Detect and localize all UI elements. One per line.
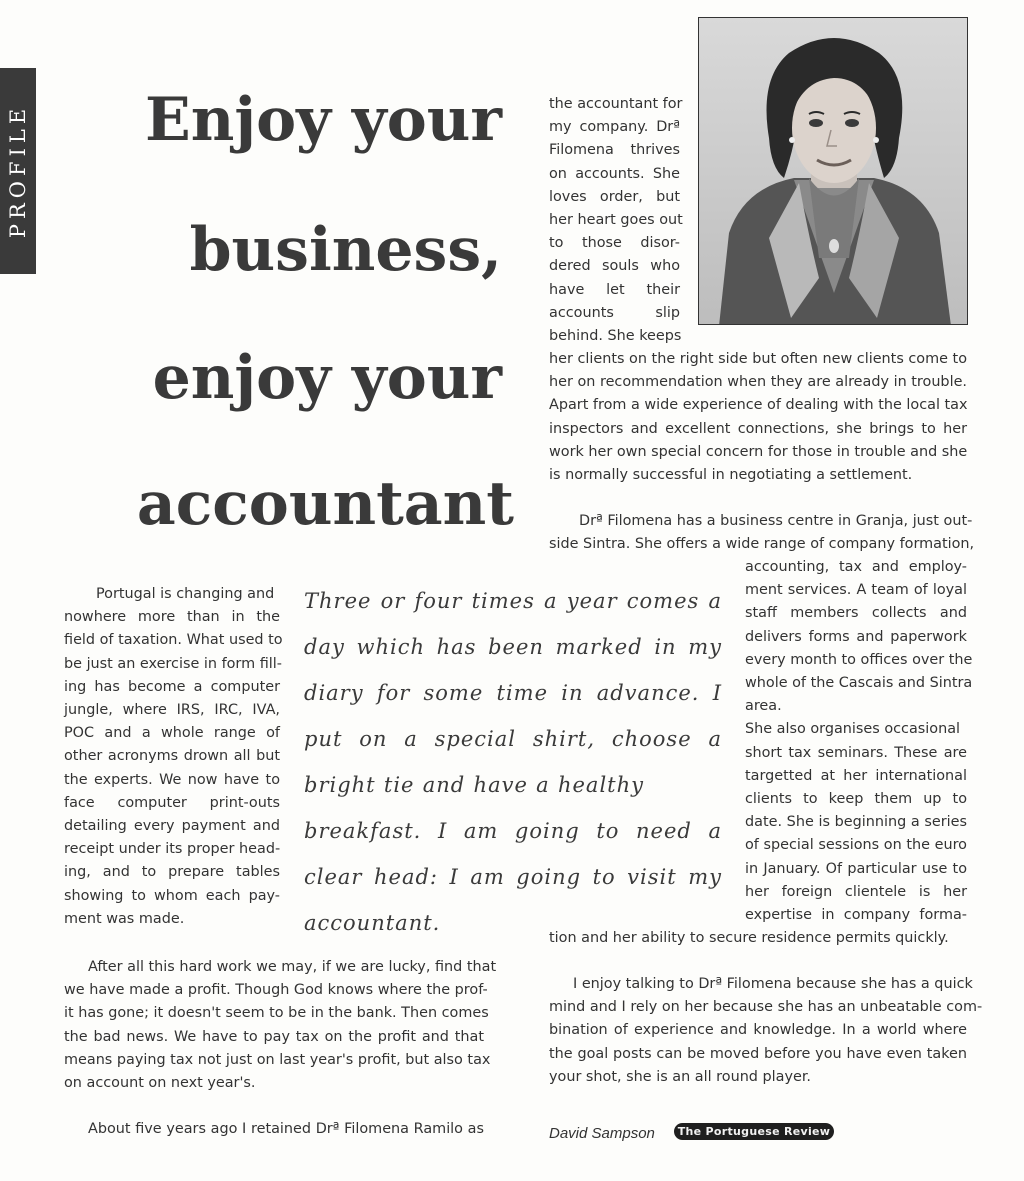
publication-logo: The Portuguese Review [674, 1123, 834, 1140]
text-line: receipt under its proper head- [64, 841, 281, 858]
text-line: whole of the Cascais and Sintra [745, 675, 973, 692]
pull-quote [304, 578, 722, 946]
text-line: have let their [549, 281, 680, 298]
text-line: She also organises occasional [745, 721, 961, 738]
text-line: targetted at her international [745, 767, 967, 784]
text-line: my company. Drª [549, 119, 680, 136]
text-line: behind. She keeps [549, 328, 682, 345]
col-right-wide-text [549, 348, 967, 487]
headline-line-1: Enjoy your [145, 85, 502, 155]
text-line: Apart from a wide experience of dealing with the local tax [549, 397, 968, 414]
text-line: ing has become a computer [64, 678, 280, 695]
para-profit [64, 956, 497, 1095]
text-line: field of taxation. What used to [64, 632, 283, 649]
text-line: About five years ago I retained Drª Filomena Ramilo as [88, 1121, 484, 1137]
quote-line: put on a special shirt, choose a [304, 727, 722, 751]
text-line: showing to whom each pay- [64, 887, 280, 904]
text-line: delivers forms and paperwork [745, 628, 967, 645]
portrait-illustration [699, 18, 968, 325]
text-line: it has gone; it doesn't seem to be in the bank. Then comes [64, 1005, 489, 1022]
text-line: I enjoy talking to Drª Filomena because she has a quick [573, 976, 973, 992]
text-line: bination of experience and knowledge. In a world where [549, 1022, 967, 1039]
text-line: her clients on the right side but often new clients come to [549, 351, 968, 367]
text-line: expertise in company forma- [745, 907, 967, 924]
text-line: tion and her ability to secure residence permits quickly. [549, 930, 949, 946]
text-line: Drª Filomena has a business centre in Granja, just out- [579, 513, 973, 529]
para-portugal [64, 583, 283, 931]
text-line: in January. Of particular use to [745, 860, 967, 877]
text-line: her on recommendation when they are already in trouble. [549, 374, 967, 391]
headline-line-4: accountant [136, 469, 514, 539]
text-line: your shot, she is an all round player. [549, 1068, 812, 1085]
text-line: other acronyms drown all but [64, 748, 280, 765]
text-line: mind and I rely on her because she has an unbeatable com- [549, 999, 983, 1016]
text-line: ment was made. [64, 910, 185, 927]
portrait-photo [698, 17, 968, 325]
quote-line: accountant. [304, 911, 441, 935]
text-line: the experts. We now have to [64, 771, 280, 788]
text-line: work her own special concern for those in trouble and she [549, 443, 968, 460]
text-line: her foreign clientele is her [745, 883, 967, 900]
quote-line: day which has been marked in my [304, 635, 722, 659]
text-line: every month to offices over the [745, 651, 973, 668]
text-line: to those disor- [549, 235, 680, 252]
text-line: staff members collects and [745, 605, 967, 622]
text-line: on account on next year's. [64, 1075, 256, 1092]
text-line: her heart goes out [549, 212, 683, 229]
text-line: means paying tax not just on last year's profit, but also tax [64, 1051, 491, 1068]
text-line: face computer print-outs [64, 794, 280, 811]
text-line: is normally successful in negotiating a settlement. [549, 467, 913, 484]
col-right-narrow-text [549, 93, 683, 348]
text-line: on accounts. She [549, 165, 680, 182]
text-line: date. She is beginning a series [745, 814, 967, 831]
para-granja-narrow [745, 556, 973, 927]
text-line: the goal posts can be moved before you have even taken [549, 1045, 967, 1062]
para-five-years [64, 1118, 484, 1141]
quote-line: diary for some time in advance. I [304, 681, 722, 705]
section-tab [0, 68, 36, 274]
text-line: short tax seminars. These are [745, 744, 967, 761]
text-line: Portugal is changing and [96, 586, 275, 602]
headline-line-2: business, [189, 215, 502, 285]
text-line: inspectors and excellent connections, she brings to her [549, 420, 967, 437]
quote-line: bright tie and have a healthy [304, 773, 644, 797]
headline-line-3: enjoy your [152, 343, 502, 413]
section-tab-label: PROFILE [6, 103, 30, 239]
text-line: loves order, but [549, 188, 680, 205]
text-line: accounting, tax and employ- [745, 559, 967, 575]
text-line: we have made a profit. Though God knows where the prof- [64, 982, 488, 999]
text-line: nowhere more than in the [64, 609, 280, 626]
text-line: the bad news. We have to pay tax on the profit and that [64, 1028, 484, 1045]
text-line: Filomena thrives [549, 142, 680, 159]
quote-line: breakfast. I am going to need a [304, 819, 722, 843]
text-line: accounts slip [549, 304, 680, 321]
text-line: the accountant for [549, 96, 683, 112]
quote-line: Three or four times a year comes a [304, 589, 722, 613]
text-line: be just an exercise in form fill- [64, 655, 282, 672]
text-line: jungle, where IRS, IRC, IVA, [64, 702, 280, 719]
text-line: dered souls who [549, 258, 680, 275]
quote-line: clear head: I am going to visit my [304, 865, 722, 889]
para-enjoy [549, 973, 983, 1089]
byline: David Sampson [549, 1125, 655, 1142]
text-line: After all this hard work we may, if we are lucky, find that [88, 959, 497, 975]
text-line: clients to keep them up to [745, 791, 967, 808]
text-line: ing, and to prepare tables [64, 864, 280, 881]
para-granja-wide [549, 510, 975, 556]
text-line: area. [745, 698, 782, 715]
text-line: detailing every payment and [64, 818, 280, 835]
text-line: ment services. A team of loyal [745, 582, 967, 599]
text-line: side Sintra. She offers a wide range of company formation, [549, 536, 975, 553]
text-line: of special sessions on the euro [745, 837, 967, 854]
text-line: POC and a whole range of [64, 725, 280, 742]
